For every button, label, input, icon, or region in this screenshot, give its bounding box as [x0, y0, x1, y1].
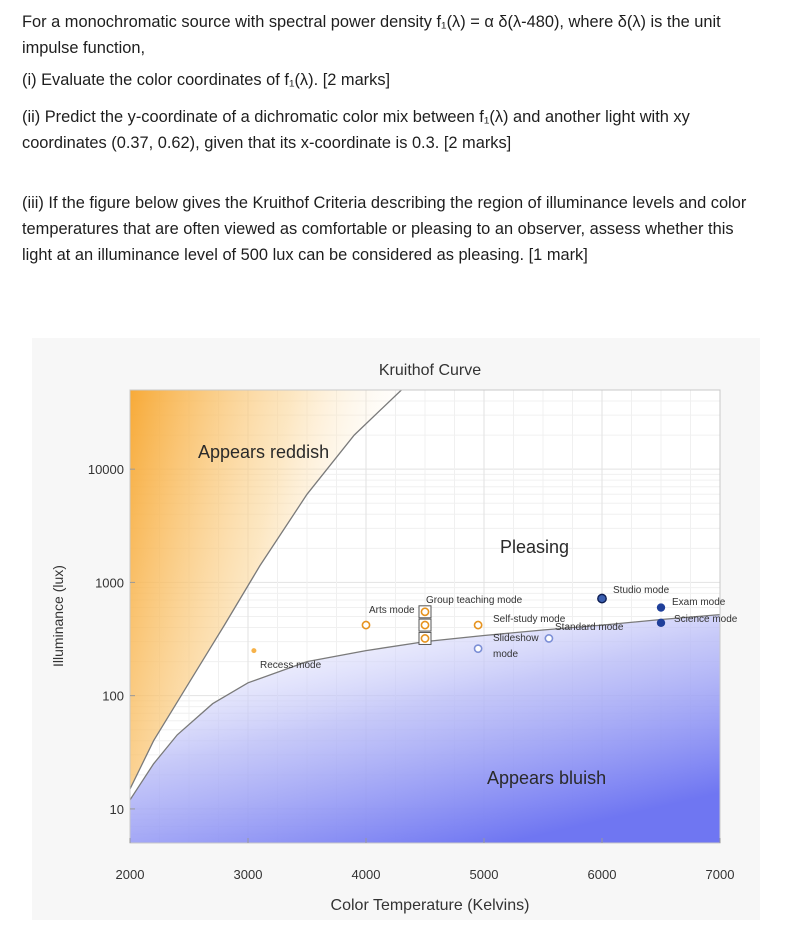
question-part-i: (i) Evaluate the color coordinates of f₁(λ). [2 marks] [22, 71, 391, 89]
point-slideshow-mode [475, 645, 482, 652]
x-tick-label: 5000 [469, 867, 499, 882]
point-standard-mode [545, 635, 552, 642]
point-label-slideshow-mode: mode [493, 649, 519, 660]
point-exam-mode [657, 603, 665, 611]
point-label-recess: Recess mode [260, 660, 322, 671]
point-label-exam: Exam mode [672, 597, 726, 608]
point-self-study-mode [475, 621, 482, 628]
region-label-reddish: Appears reddish [198, 442, 330, 462]
x-tick-label: 7000 [705, 867, 735, 882]
point-label-slideshow: Slideshow [493, 633, 539, 644]
point-label-standard: Standard mode [555, 622, 624, 633]
x-tick-label: 3000 [233, 867, 263, 882]
region-label-pleasing: Pleasing [500, 537, 570, 557]
point-group-teaching-mode [421, 621, 428, 628]
y-tick-label: 100 [102, 688, 124, 704]
question-intro: For a monochromatic source with spectral power density f₁(λ) = α δ(λ-480), where δ(λ) is the unit impulse function, [22, 13, 721, 57]
point-group-teaching-mode [421, 635, 428, 642]
kruithof-chart [32, 338, 760, 920]
question-part-ii: (ii) Predict the y-coordinate of a dichromatic color mix between f₁(λ) and another light with xy coordinates (0.37, 0.62), given that its x-coordinate is 0.3. [2 marks] [22, 108, 690, 152]
y-tick-label: 10000 [87, 462, 124, 478]
region-label-bluish: Appears bluish [487, 768, 607, 788]
x-axis-label: Color Temperature (Kelvins) [330, 897, 530, 914]
point-studio-mode [598, 594, 606, 602]
point-science-mode [657, 619, 665, 627]
y-tick-label: 1000 [95, 575, 124, 591]
y-axis-label: Illuminance (lux) [50, 565, 66, 667]
point-label-group-teaching: Group teaching mode [426, 595, 523, 606]
x-tick-label: 4000 [351, 867, 381, 882]
chart-title: Kruithof Curve [378, 362, 482, 379]
y-tick-label: 10 [109, 801, 124, 817]
point-label-science: Science mode [674, 614, 738, 625]
point-arts-mode [362, 621, 369, 628]
point-label-studio: Studio mode [613, 585, 670, 596]
point-label-self-study: Self-study mode [493, 614, 566, 625]
chart-svg [32, 338, 760, 920]
point-group-teaching-mode [421, 608, 428, 615]
x-tick-label: 6000 [587, 867, 617, 882]
point-recess-mode [251, 648, 256, 653]
question-part-iii: (iii) If the figure below gives the Kruithof Criteria describing the region of illuminance levels and color temperatures that are often viewed as comfortable or pleasing to an observer, assess whether this light at an illuminance level of 500 lux can be considered as pleasing. [1 mark] [22, 194, 747, 264]
point-label-arts: Arts mode [369, 605, 415, 616]
x-tick-label: 2000 [115, 867, 145, 882]
